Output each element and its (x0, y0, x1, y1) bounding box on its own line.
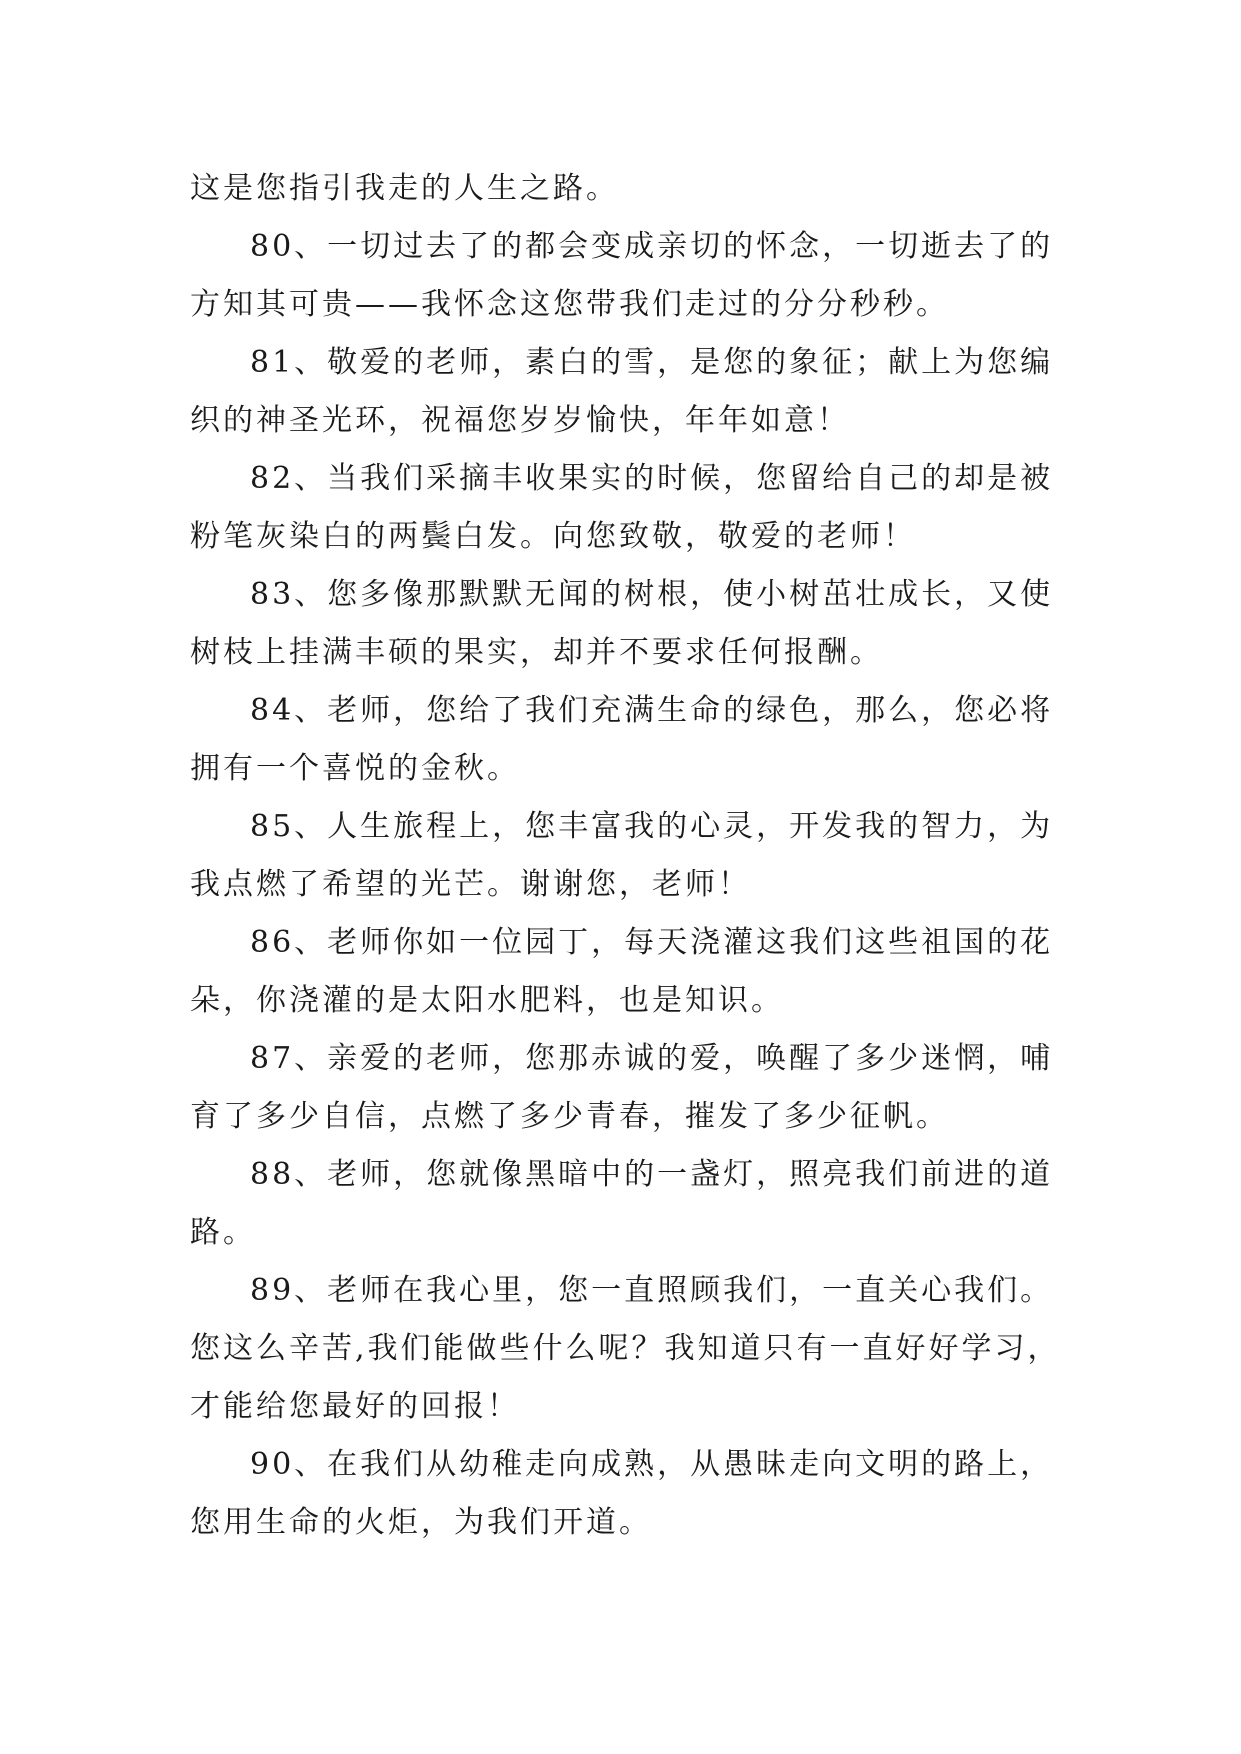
text-line: 81、敬爱的老师，素白的雪，是您的象征；献上为您编 (250, 345, 1054, 380)
text-line: 85、人生旅程上，您丰富我的心灵，开发我的智力，为 (250, 809, 1054, 844)
text-line: 方知其可贵——我怀念这您带我们走过的分分秒秒。 (190, 287, 949, 322)
text-line: 89、老师在我心里，您一直照顾我们，一直关心我们。 (250, 1273, 1054, 1308)
text-line: 才能给您最好的回报！ (190, 1389, 520, 1424)
text-line: 朵，你浇灌的是太阳水肥料，也是知识。 (190, 983, 784, 1018)
text-line: 树枝上挂满丰硕的果实，却并不要求任何报酬。 (190, 635, 883, 670)
text-line: 这是您指引我走的人生之路。 (190, 171, 619, 206)
text-line: 您用生命的火炬，为我们开道。 (190, 1505, 652, 1540)
text-line: 80、一切过去了的都会变成亲切的怀念，一切逝去了的 (250, 229, 1054, 264)
text-line: 87、亲爱的老师，您那赤诚的爱，唤醒了多少迷惘，哺 (250, 1041, 1054, 1076)
text-line: 82、当我们采摘丰收果实的时候，您留给自己的却是被 (250, 461, 1054, 496)
text-line: 86、老师你如一位园丁，每天浇灌这我们这些祖国的花 (250, 925, 1054, 960)
text-line: 88、老师，您就像黑暗中的一盏灯，照亮我们前进的道 (250, 1157, 1054, 1192)
text-line: 粉笔灰染白的两鬓白发。向您致敬，敬爱的老师！ (190, 519, 916, 554)
text-line: 育了多少自信，点燃了多少青春，摧发了多少征帆。 (190, 1099, 949, 1134)
text-line: 您这么辛苦,我们能做些什么呢？我知道只有一直好好学习， (190, 1331, 1061, 1366)
document-page (190, 160, 1061, 1552)
text-line: 84、老师，您给了我们充满生命的绿色，那么，您必将 (250, 693, 1054, 728)
text-line: 路。 (190, 1215, 256, 1250)
text-line: 拥有一个喜悦的金秋。 (190, 751, 520, 786)
text-line: 83、您多像那默默无闻的树根，使小树茁壮成长，又使 (250, 577, 1054, 612)
text-line: 织的神圣光环，祝福您岁岁愉快，年年如意！ (190, 403, 850, 438)
text-line: 90、在我们从幼稚走向成熟，从愚昧走向文明的路上， (250, 1447, 1054, 1482)
text-line: 我点燃了希望的光芒。谢谢您，老师！ (190, 867, 751, 902)
